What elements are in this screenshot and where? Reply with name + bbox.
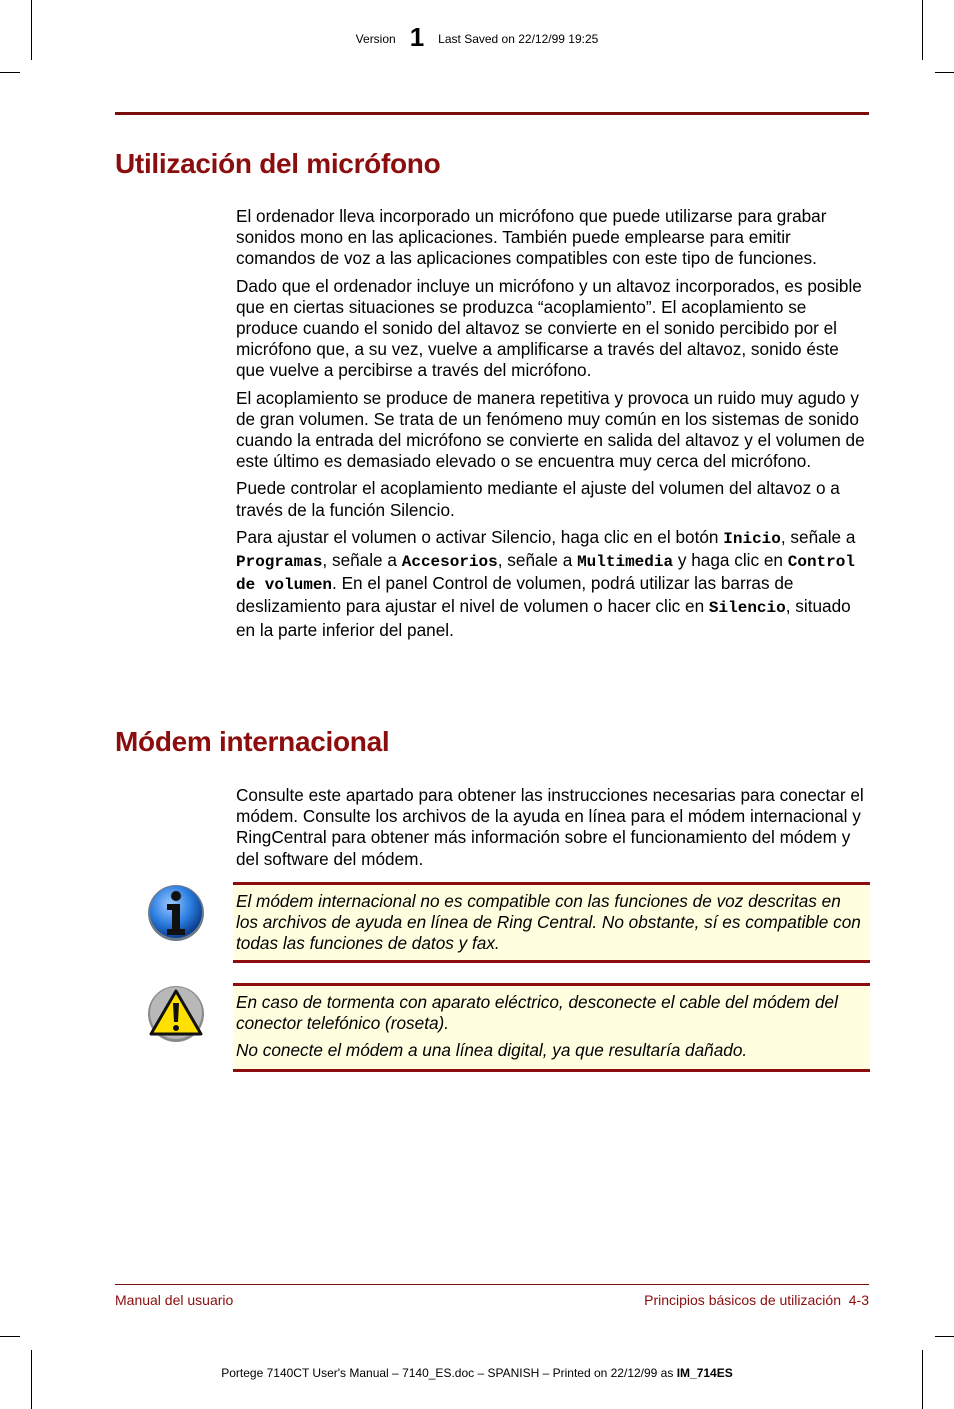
crop-mark bbox=[0, 72, 20, 73]
paragraph: El ordenador lleva incorporado un micrófono que puede utilizarse para grabar sonidos mono en las aplicaciones. También puede emplearse para emitir comandos de voz a las aplicaciones compatibles con este tipo de funciones. bbox=[236, 206, 827, 269]
print-info bbox=[0, 1366, 954, 1380]
menu-item-programas: Programas bbox=[236, 553, 323, 572]
menu-item-silencio: Silencio bbox=[708, 599, 786, 618]
text-run: , situado en la parte inferior del panel. bbox=[236, 596, 851, 640]
paragraph: Dado que el ordenador incluye un micrófono y un altavoz incorporados, es posible que en ciertas situaciones se produzca “acoplamiento”. El acoplamiento se produce cuando el sonido del altavoz se convierte en el sonido percibido por el micrófono que, a su vez, vuelve a amplificarse a través del altavoz, sonido éste que vuelve a percibirse a través del micrófono. bbox=[236, 275, 862, 381]
paragraph: Puede controlar el acoplamiento mediante el ajuste del volumen del altavoz o a través de la función Silencio. bbox=[236, 478, 840, 520]
info-note bbox=[233, 882, 870, 963]
note-text: No conecte el módem a una línea digital, ya que resultaría dañado. bbox=[236, 1040, 748, 1061]
print-info-text: Portege 7140CT User's Manual – 7140_ES.doc – SPANISH – Printed on 22/12/99 as bbox=[221, 1366, 677, 1380]
footer-right: Principios básicos de utilización 4-3 bbox=[644, 1292, 869, 1308]
menu-item-accesorios: Accesorios bbox=[401, 553, 498, 572]
footer-left: Manual del usuario bbox=[115, 1292, 234, 1308]
text-run: , señale a bbox=[497, 550, 578, 571]
note-text: En caso de tormenta con aparato eléctrico, desconecte el cable del módem del conector telefónico (roseta). bbox=[236, 992, 838, 1034]
menu-item-multimedia: Multimedia bbox=[577, 553, 674, 572]
footer-rule bbox=[115, 1284, 869, 1285]
paragraph-volume-instructions bbox=[236, 527, 870, 641]
text-run: Para ajustar el volumen o activar Silencio, haga clic en el botón bbox=[236, 526, 724, 547]
section-title-modem: Módem internacional bbox=[115, 726, 390, 757]
note-text: El módem internacional no es compatible con las funciones de voz descritas en los archivos de ayuda en línea de Ring Central. No obstante, sí es compatible con todas las funciones de datos y fax. bbox=[236, 891, 861, 954]
warning-note bbox=[233, 983, 870, 1072]
info-icon bbox=[145, 883, 207, 943]
crop-mark bbox=[935, 72, 954, 73]
version-label: Version bbox=[355, 32, 396, 46]
section-title-microphone: Utilización del micrófono bbox=[115, 148, 441, 179]
crop-mark bbox=[0, 1336, 20, 1337]
text-run: , señale a bbox=[322, 550, 402, 571]
top-rule bbox=[115, 112, 869, 115]
section-modem-body bbox=[236, 785, 870, 876]
warning-icon bbox=[145, 985, 207, 1043]
text-run: , señale a bbox=[780, 526, 856, 547]
section-microphone-body bbox=[236, 206, 870, 647]
last-saved: Last Saved on 22/12/99 19:25 bbox=[438, 32, 599, 46]
menu-item-control-de-volumen: Control de volumen bbox=[236, 553, 855, 595]
text-run: y haga clic en bbox=[673, 550, 788, 571]
paragraph: El acoplamiento se produce de manera repetitiva y provoca un ruido muy agudo y de gran volumen. Se trata de un fenómeno muy común en los sistemas de sonido cuando la entrada del micrófono se convierte en salida del altavoz y el volumen de este último es demasiado elevado o se encuentra muy cerca del micrófono. bbox=[236, 387, 865, 472]
version-number: 1 bbox=[409, 22, 425, 52]
print-info-code: IM_714ES bbox=[676, 1366, 733, 1380]
version-header bbox=[0, 22, 954, 53]
text-run: . En el panel Control de volumen, podrá utilizar las barras de deslizamiento para ajustar el nivel de volumen o hacer clic en bbox=[236, 573, 794, 617]
menu-item-inicio: Inicio bbox=[723, 529, 781, 548]
paragraph: Consulte este apartado para obtener las instrucciones necesarias para conectar el módem. Consulte los archivos de la ayuda en línea para el módem internacional y RingCentral para obtener más información sobre el funcionamiento del módem y del software del módem. bbox=[236, 785, 864, 869]
crop-mark bbox=[935, 1336, 954, 1337]
